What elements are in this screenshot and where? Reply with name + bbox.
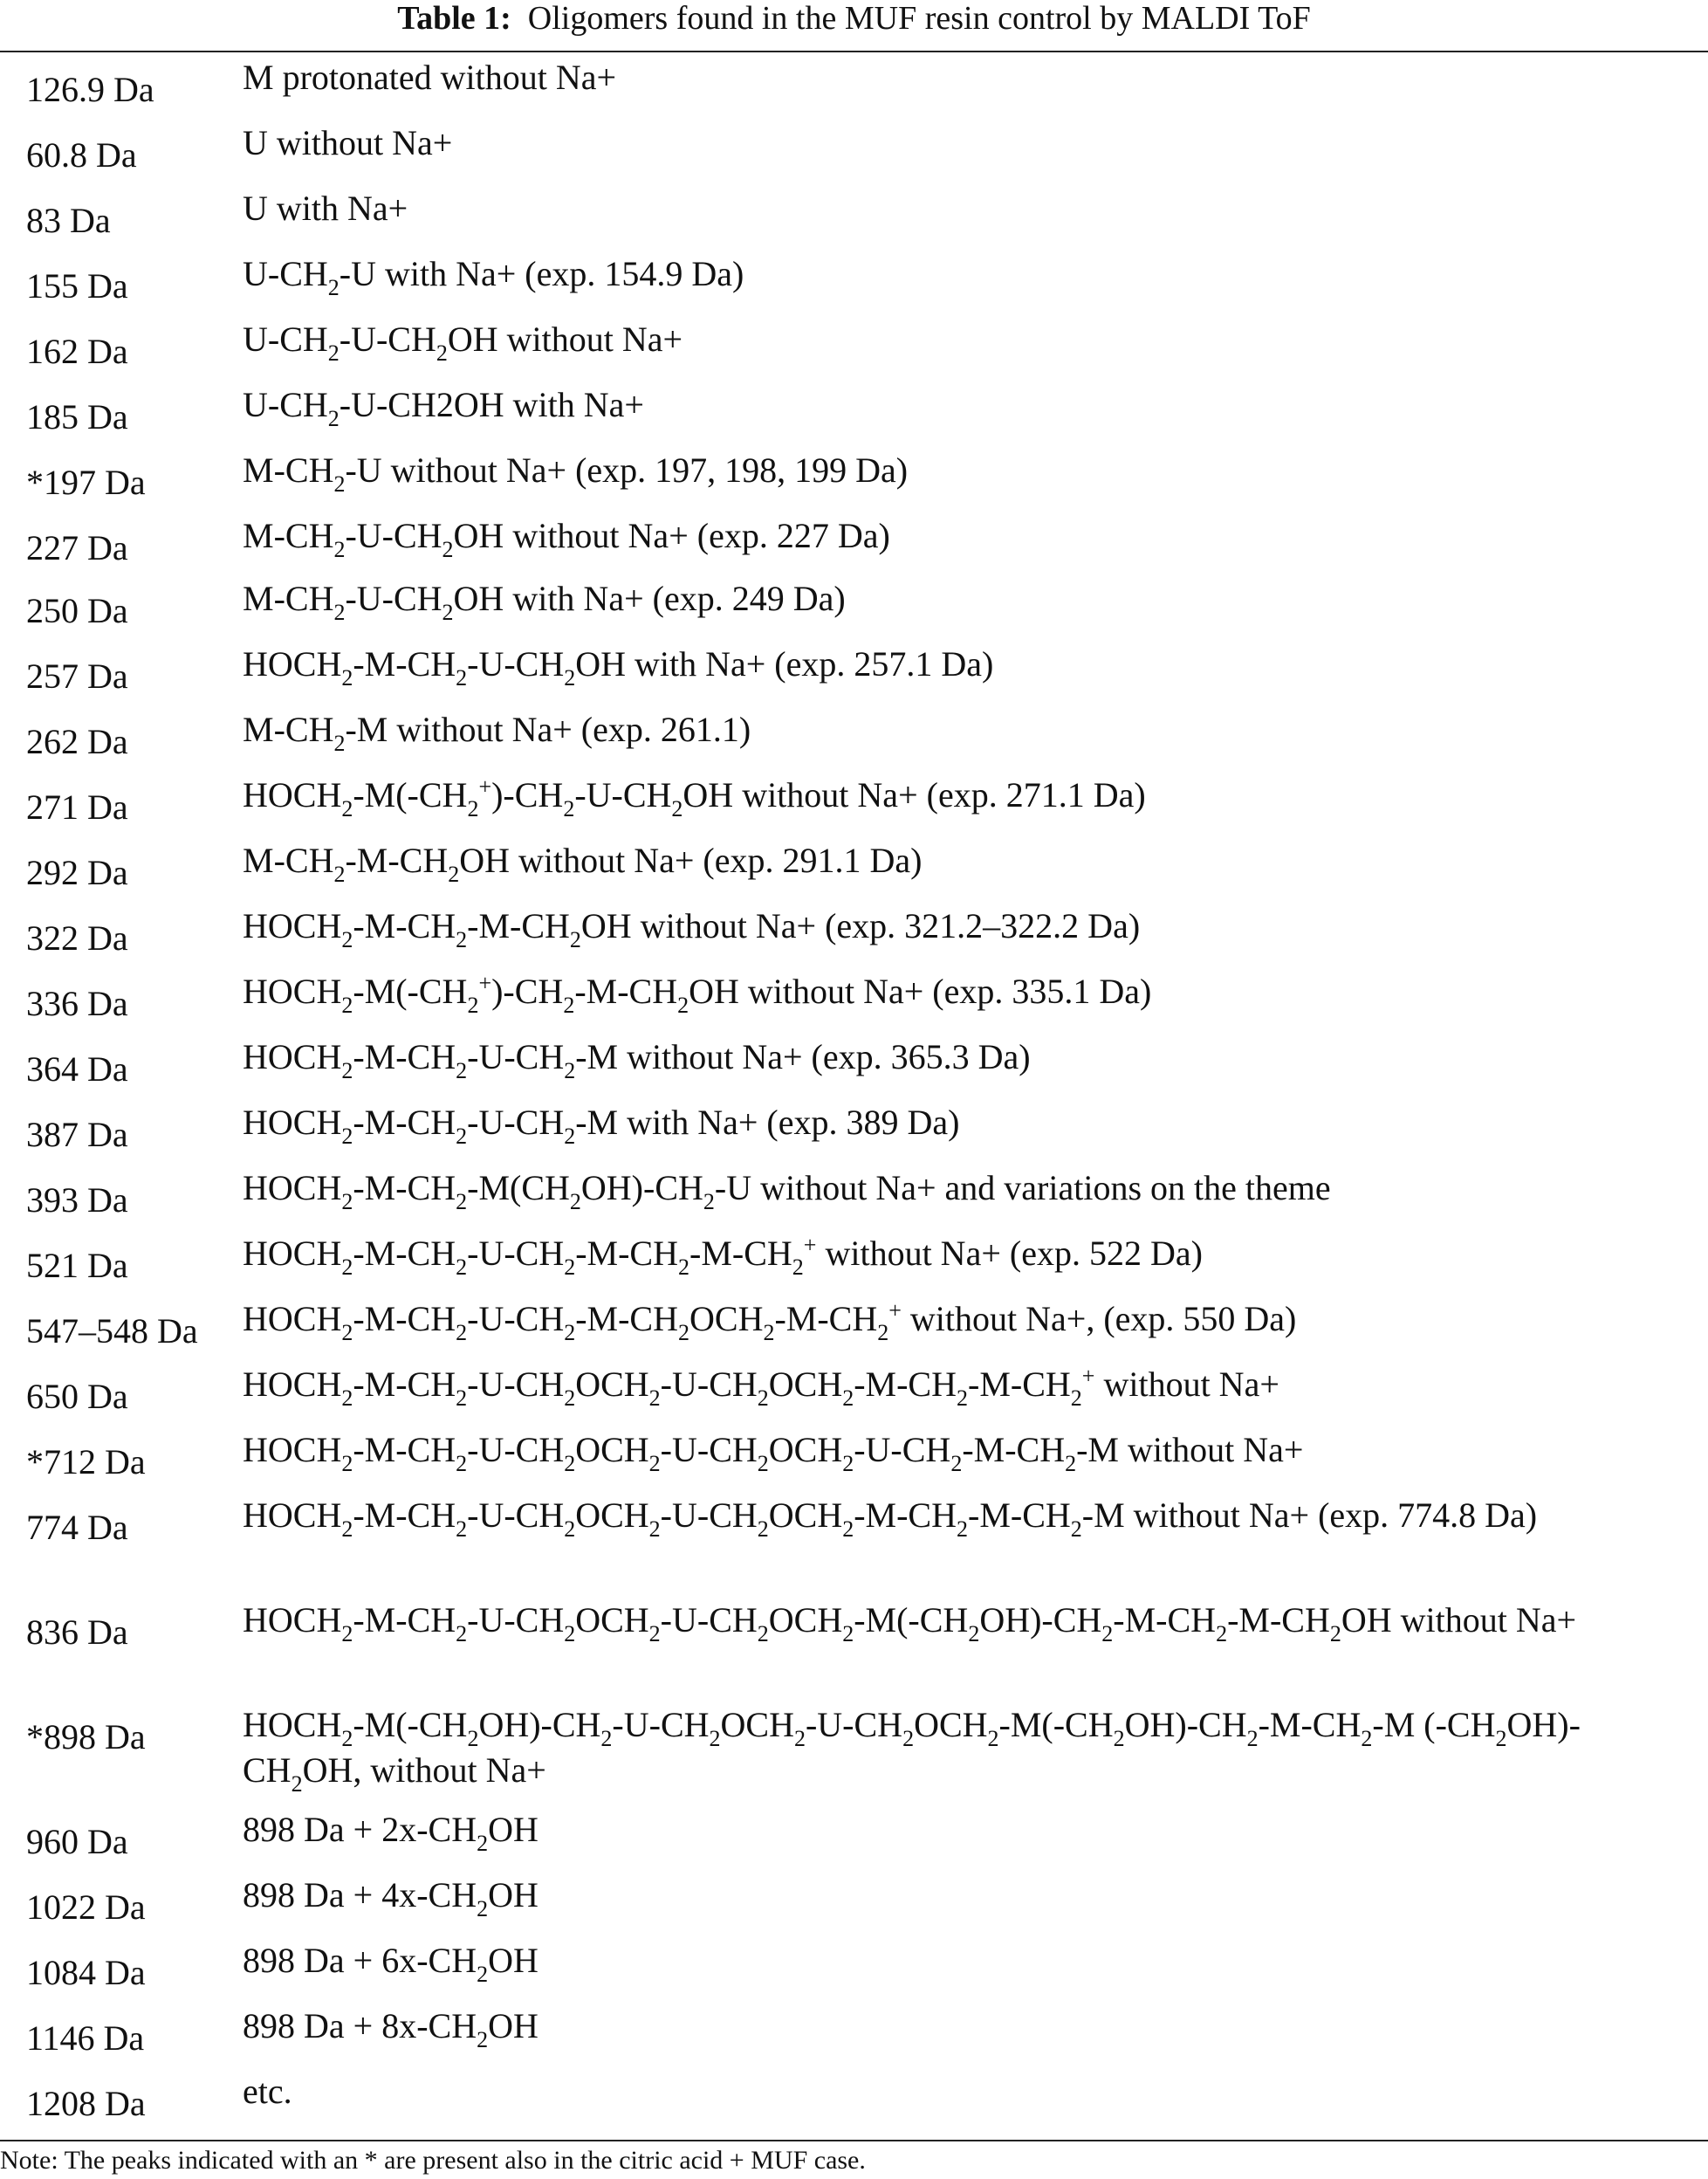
mass-value: 1208 Da bbox=[26, 2084, 146, 2123]
oligomer-description: $U-CH_2-U-CH_2OH$ without Na+ bbox=[243, 320, 683, 366]
oligomer-description: $HOCH_2-M-CH_2-U-CH_2OCH_2-U-CH_2OCH_2-M-CH_2-M-CH_2-M$ without Na+ (exp. 774.8 Da) bbox=[243, 1495, 1538, 1542]
oligomer-description: 898 $Da + 8x-CH_2OH$ bbox=[243, 2006, 538, 2052]
mass-value: 126.9 Da bbox=[26, 70, 154, 109]
oligomer-description: $HOCH_2-M-CH_2-U-CH_2-M-CH_2-M-CH_2^+$ without Na+ (exp. 522 Da) bbox=[243, 1232, 1203, 1280]
mass-value: 650 Da bbox=[26, 1377, 128, 1416]
mass-value: 521 Da bbox=[26, 1246, 128, 1285]
table-note: Note: The peaks indicated with an * are present also in the citric acid + MUF case. bbox=[0, 2146, 866, 2175]
oligomer-description: $HOCH_2-M-CH_2-U-CH_2OCH_2-U-CH_2OCH_2-U-CH_2-M-CH_2-M$ without Na+ bbox=[243, 1430, 1304, 1476]
oligomer-description: 898 $Da + 6x-CH_2OH$ bbox=[243, 1941, 538, 1987]
mass-value: *197 Da bbox=[26, 463, 146, 502]
mass-value: 336 Da bbox=[26, 984, 128, 1023]
table-label: Table 1: bbox=[397, 0, 511, 37]
table-title bbox=[0, 0, 1708, 37]
mass-value: *712 Da bbox=[26, 1442, 146, 1481]
mass-value: 322 Da bbox=[26, 918, 128, 958]
mass-value: 155 Da bbox=[26, 266, 128, 306]
mass-value: 271 Da bbox=[26, 787, 128, 827]
oligomer-description: $M-CH_2-U-CH_2OH$ without Na+ (exp. 227 Da) bbox=[243, 516, 890, 562]
oligomer-description: 898 $Da + 4x-CH_2OH$ bbox=[243, 1875, 538, 1921]
mass-value: 83 Da bbox=[26, 201, 111, 240]
mass-value: 1146 Da bbox=[26, 2018, 145, 2058]
mass-value: 364 Da bbox=[26, 1049, 128, 1089]
oligomer-description: $HOCH_2-M(-CH_2OH)-CH_2-U-CH_2OCH_2-U-CH_2OCH_2-M(-CH_2OH)-CH_2-M-CH_2-M$ $(-CH_2OH)-CH_2OH$, without Na+ bbox=[243, 1705, 1581, 1797]
mass-value: 1022 Da bbox=[26, 1887, 146, 1927]
mass-value: 292 Da bbox=[26, 853, 128, 892]
mass-value: 836 Da bbox=[26, 1612, 128, 1652]
oligomer-description: U without Na+ bbox=[243, 123, 453, 162]
mass-value: 257 Da bbox=[26, 656, 128, 696]
mass-value: 547–548 Da bbox=[26, 1311, 198, 1351]
mass-value: 262 Da bbox=[26, 722, 128, 761]
mass-value: 960 Da bbox=[26, 1822, 128, 1861]
oligomer-description: $U-CH_2-U$ with Na+ (exp. 154.9 Da) bbox=[243, 254, 744, 300]
oligomer-description: $HOCH_2-M-CH_2-U-CH_2-M-CH_2OCH_2-M-CH_2^+$ without Na+, (exp. 550 Da) bbox=[243, 1297, 1297, 1345]
oligomer-description: $HOCH_2-M(-CH_2^+)-CH_2-M-CH_2OH$ without Na+ (exp. 335.1 Da) bbox=[243, 970, 1152, 1018]
mass-value: 1084 Da bbox=[26, 1953, 146, 1992]
mass-value: 60.8 Da bbox=[26, 135, 137, 175]
oligomer-description: M protonated without Na+ bbox=[243, 58, 617, 97]
oligomer-description: 898 $Da + 2x-CH_2OH$ bbox=[243, 1810, 538, 1856]
oligomer-description: $U-CH_2-U-CH2OH$ with Na+ bbox=[243, 385, 644, 431]
oligomer-description: $M-CH_2-U$ without Na+ (exp. 197, 198, 199 Da) bbox=[243, 450, 909, 497]
oligomer-description: $M-CH_2-U-CH_2OH$ with Na+ (exp. 249 Da) bbox=[243, 579, 846, 625]
table-caption: Oligomers found in the MUF resin control by MALDI ToF bbox=[527, 0, 1311, 37]
oligomer-description: $M-CH_2-M$ without Na+ (exp. 261.1) bbox=[243, 710, 751, 756]
mass-value: 387 Da bbox=[26, 1115, 128, 1154]
oligomer-description: U with Na+ bbox=[243, 189, 408, 228]
oligomer-description: $HOCH_2-M(-CH_2^+)-CH_2-U-CH_2OH$ without Na+ (exp. 271.1 Da) bbox=[243, 773, 1146, 821]
oligomer-description: $M-CH_2-M-CH_2OH$ without Na+ (exp. 291.1 Da) bbox=[243, 841, 923, 887]
mass-value: 774 Da bbox=[26, 1508, 128, 1547]
mass-value: 185 Da bbox=[26, 397, 128, 436]
oligomer-description: $HOCH_2-M-CH_2-U-CH_2-M$ without Na+ (exp. 365.3 Da) bbox=[243, 1037, 1031, 1083]
mass-value: 227 Da bbox=[26, 528, 128, 567]
oligomer-description: etc. bbox=[243, 2072, 292, 2111]
oligomer-description: $HOCH_2-M-CH_2-M-CH_2OH$ without Na+ (exp. 321.2–322.2 Da) bbox=[243, 906, 1141, 952]
mass-value: 250 Da bbox=[26, 591, 128, 630]
mass-value: 162 Da bbox=[26, 332, 128, 371]
oligomer-description: $HOCH_2-M-CH_2-U-CH_2OCH_2-U-CH_2OCH_2-M(-CH_2OH)-CH_2-M-CH_2-M-CH_2OH$ without Na+ bbox=[243, 1600, 1577, 1646]
mass-value: 393 Da bbox=[26, 1180, 128, 1220]
oligomer-description: $HOCH_2-M-CH_2-U-CH_2-M$ with Na+ (exp. 389 Da) bbox=[243, 1103, 960, 1149]
oligomer-description: $HOCH_2-M-CH_2-U-CH_2OCH_2-U-CH_2OCH_2-M-CH_2-M-CH_2^+$ without Na+ bbox=[243, 1363, 1279, 1411]
oligomer-description: $HOCH_2-M-CH_2-M(CH_2OH)-CH_2-U$ without Na+ and variations on the theme bbox=[243, 1168, 1331, 1214]
table-bottom-rule bbox=[0, 2140, 1708, 2141]
mass-value: *898 Da bbox=[26, 1717, 146, 1756]
oligomer-description: $HOCH_2-M-CH_2-U-CH_2OH$ with Na+ (exp. 257.1 Da) bbox=[243, 644, 994, 691]
table-top-rule bbox=[0, 51, 1708, 52]
